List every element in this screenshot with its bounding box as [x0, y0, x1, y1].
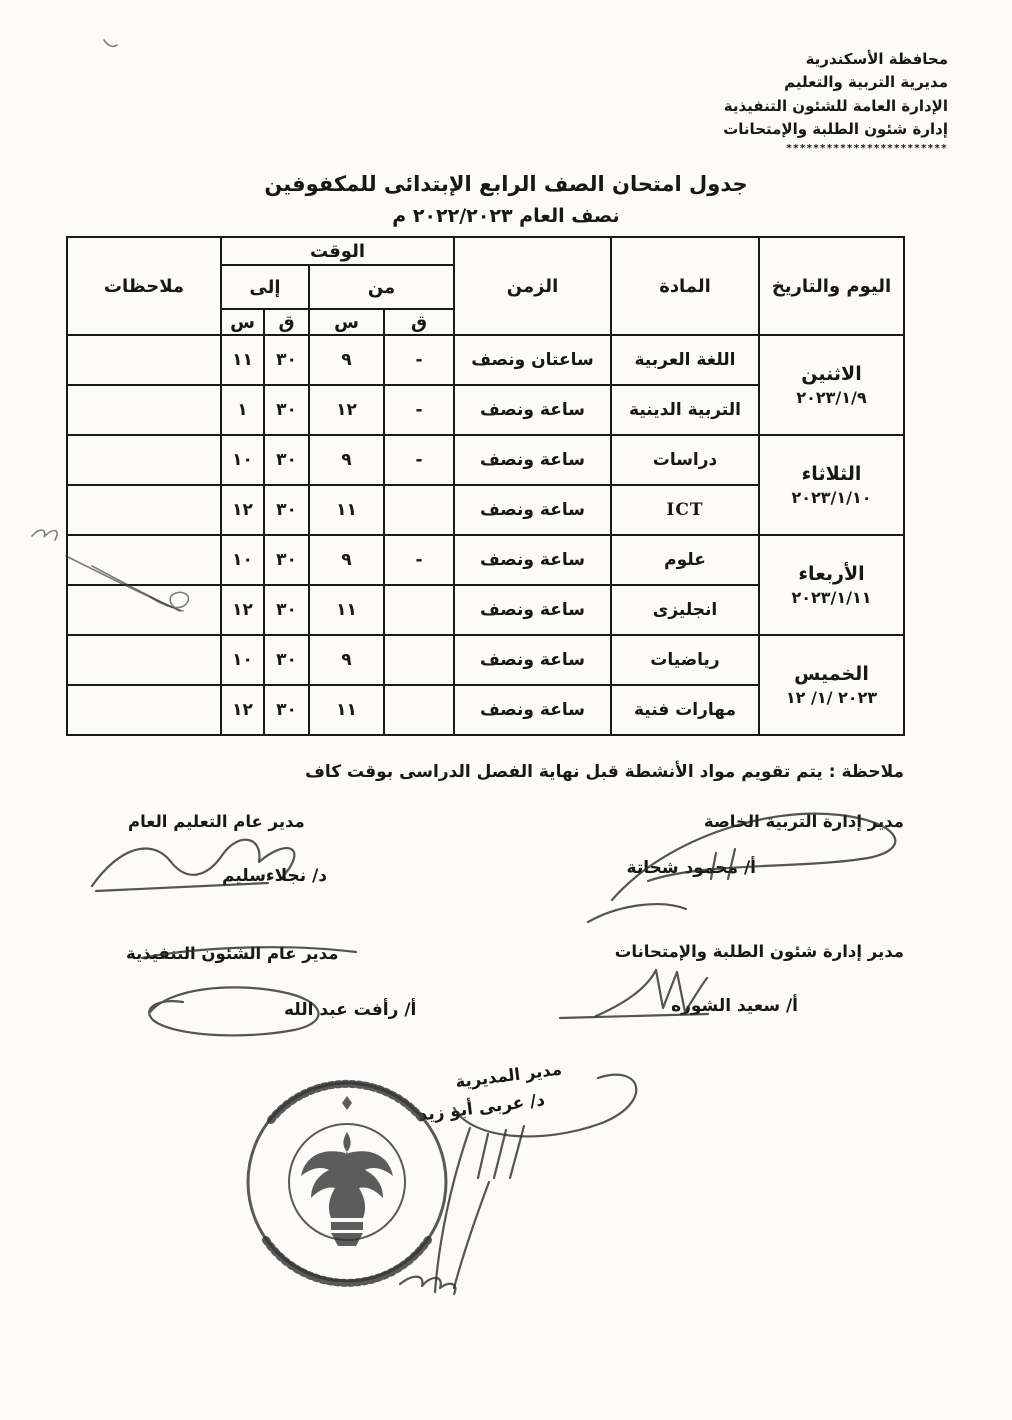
cell-to-minutes: ٣٠ — [264, 385, 309, 435]
cell-duration: ساعة ونصف — [454, 435, 611, 485]
doc-titles — [0, 172, 1012, 227]
col-header-to-hours: س — [221, 309, 264, 335]
col-header-from-minutes: ق — [384, 309, 454, 335]
cell-notes — [67, 535, 221, 585]
official-stamp — [248, 1083, 446, 1283]
org-header — [723, 48, 948, 157]
signature-title-general-education: مدير عام التعليم العام — [128, 812, 305, 831]
doc-subtitle: نصف العام ٢٠٢٢/٢٠٢٣ م — [392, 205, 620, 227]
cell-to-hours: ١٠ — [221, 435, 264, 485]
cell-subject: ICT — [611, 485, 759, 535]
signature-name-directorate: د/ عربى أبو زيد — [417, 1090, 547, 1126]
cell-duration: ساعة ونصف — [454, 535, 611, 585]
cell-notes — [67, 685, 221, 735]
col-header-duration: الزمن — [454, 237, 611, 335]
cell-to-minutes: ٣٠ — [264, 485, 309, 535]
cell-duration: ساعة ونصف — [454, 685, 611, 735]
exam-schedule-table — [66, 236, 905, 736]
cell-duration: ساعة ونصف — [454, 385, 611, 435]
cell-subject: مهارات فنية — [611, 685, 759, 735]
cell-from-hours: ١١ — [309, 685, 384, 735]
col-header-notes: ملاحظات — [67, 237, 221, 335]
col-header-time: الوقت — [221, 237, 454, 265]
cell-notes — [67, 385, 221, 435]
handwriting-below-stamp — [400, 1277, 455, 1294]
cell-to-hours: ١٠ — [221, 635, 264, 685]
cell-from-minutes: - — [384, 435, 454, 485]
cell-subject: انجليزى — [611, 585, 759, 635]
signature-name-general-education: د/ نجلاءسليم — [222, 866, 328, 886]
cell-from-hours: ٩ — [309, 535, 384, 585]
col-header-to: إلى — [221, 265, 309, 309]
cell-duration: ساعة ونصف — [454, 635, 611, 685]
cell-notes — [67, 585, 221, 635]
cell-duration: ساعة ونصف — [454, 585, 611, 635]
cell-from-hours: ١١ — [309, 485, 384, 535]
cell-day-monday — [759, 335, 904, 435]
cell-from-minutes — [384, 685, 454, 735]
col-header-from-hours: س — [309, 309, 384, 335]
cell-day-tuesday — [759, 435, 904, 535]
cell-to-minutes: ٣٠ — [264, 535, 309, 585]
cell-from-minutes: - — [384, 385, 454, 435]
cell-from-minutes — [384, 635, 454, 685]
cell-to-hours: ١١ — [221, 335, 264, 385]
cell-to-hours: ١ — [221, 385, 264, 435]
cell-to-hours: ١٢ — [221, 685, 264, 735]
cell-to-minutes: ٣٠ — [264, 585, 309, 635]
col-header-to-minutes: ق — [264, 309, 309, 335]
signature-title-executive-affairs: مدير عام الشئون التنفيذية — [126, 944, 339, 963]
org-line-directorate: مديرية التربية والتعليم — [784, 73, 948, 92]
cell-from-hours: ٩ — [309, 635, 384, 685]
signature-name-executive-affairs: أ/ رأفت عبد الله — [284, 1000, 417, 1020]
cell-subject: رياضيات — [611, 635, 759, 685]
cell-from-minutes — [384, 585, 454, 635]
cell-subject: اللغة العربية — [611, 335, 759, 385]
signature-title-students-affairs: مدير إدارة شئون الطلبة والإمتحانات — [614, 942, 904, 961]
col-header-day-date: اليوم والتاريخ — [759, 237, 904, 335]
cell-from-hours: ٩ — [309, 335, 384, 385]
pen-mark-top-left — [104, 40, 117, 46]
signature-name-students-affairs: أ/ سعيد الشوره — [671, 996, 798, 1016]
signature-title-directorate: مدير المديرية — [454, 1059, 563, 1092]
footnote: ملاحظة : يتم تقويم مواد الأنشطة قبل نهاية الفصل الدراسى بوقت كاف — [305, 762, 904, 782]
cell-day-thursday — [759, 635, 904, 735]
col-header-from: من — [309, 265, 454, 309]
col-header-subject: المادة — [611, 237, 759, 335]
cell-duration: ساعتان ونصف — [454, 335, 611, 385]
day-date: ٢٠٢٣/١/١١ — [791, 588, 872, 607]
cell-from-hours: ١١ — [309, 585, 384, 635]
day-name: الاثنين — [801, 363, 862, 385]
cell-to-minutes: ٣٠ — [264, 335, 309, 385]
cell-day-wednesday — [759, 535, 904, 635]
cell-to-hours: ١٠ — [221, 535, 264, 585]
cell-subject: علوم — [611, 535, 759, 585]
table-row — [67, 535, 904, 585]
table-row — [67, 435, 904, 485]
org-line-governorate: محافظة الأسكندرية — [805, 50, 948, 68]
cell-from-minutes: - — [384, 535, 454, 585]
cell-to-minutes: ٣٠ — [264, 435, 309, 485]
org-line-general-admin: الإدارة العامة للشئون التنفيذية — [723, 96, 948, 115]
table-row — [67, 335, 904, 385]
signature-name-special-education: أ/ محمود شحاتة — [626, 858, 756, 878]
day-name: الثلاثاء — [801, 463, 862, 485]
cell-notes — [67, 485, 221, 535]
eagle-emblem — [301, 1132, 393, 1218]
cell-from-minutes — [384, 485, 454, 535]
cell-subject: التربية الدينية — [611, 385, 759, 435]
day-date: ٢٠٢٣ /١/ ١٢ — [785, 688, 878, 707]
cell-duration: ساعة ونصف — [454, 485, 611, 535]
table-row — [67, 635, 904, 685]
cell-to-hours: ١٢ — [221, 585, 264, 635]
cell-notes — [67, 335, 221, 385]
cell-from-hours: ٩ — [309, 435, 384, 485]
cell-from-minutes: - — [384, 335, 454, 385]
cell-subject: دراسات — [611, 435, 759, 485]
day-name: الخميس — [794, 663, 869, 685]
day-name: الأربعاء — [798, 563, 865, 585]
org-separator-stars: ************************ — [786, 143, 948, 154]
signature-title-special-education: مدير إدارة التربية الخاصة — [703, 812, 904, 831]
doc-title: جدول امتحان الصف الرابع الإبتدائى للمكفوفين — [264, 172, 748, 196]
org-line-students-admin: إدارة شئون الطلبة والإمتحانات — [723, 119, 948, 138]
cell-to-hours: ١٢ — [221, 485, 264, 535]
cell-to-minutes: ٣٠ — [264, 635, 309, 685]
cell-notes — [67, 435, 221, 485]
cell-from-hours: ١٢ — [309, 385, 384, 435]
day-date: ٢٠٢٣/١/١٠ — [791, 488, 872, 507]
day-date: ٢٠٢٣/١/٩ — [796, 388, 867, 407]
cell-notes — [67, 635, 221, 685]
cell-to-minutes: ٣٠ — [264, 685, 309, 735]
